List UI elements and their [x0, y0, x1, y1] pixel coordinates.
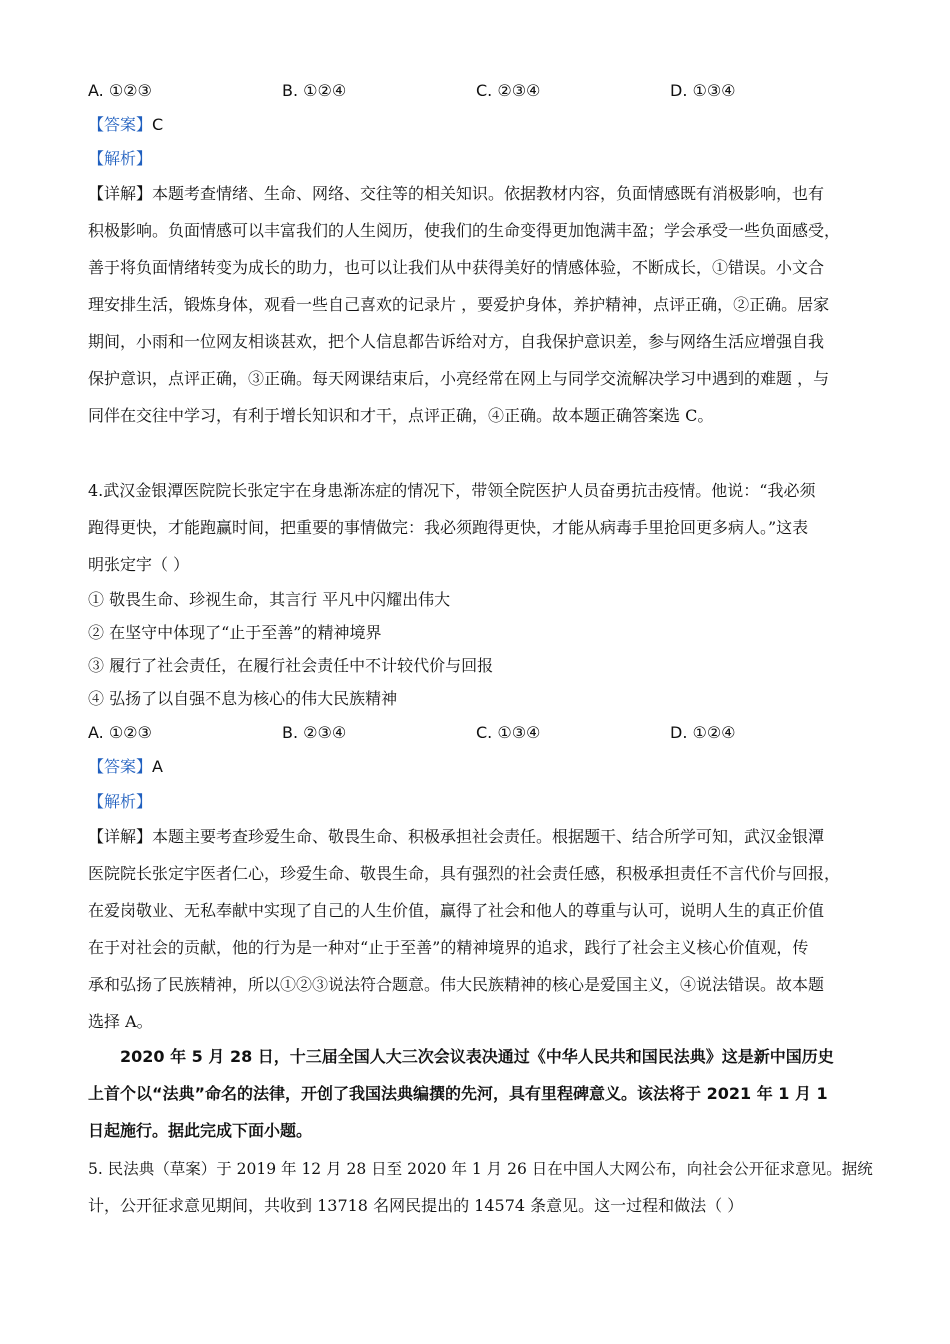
q4-stem-line: 4.武汉金银潭医院院长张定宇在身患渐冻症的情况下，带领全院医护人员奋勇抗击疫情。他说：“我必须: [88, 481, 816, 500]
detail-tag: 【详解】: [88, 184, 153, 203]
answer-tag: 【答案】: [88, 115, 153, 134]
answer-value: C: [152, 115, 164, 134]
q4-analysis-tag: 【解析】: [88, 792, 153, 811]
answer-tag: 【答案】: [88, 757, 153, 776]
q4-detail-line: 医院院长张定宇医者仁心，珍爱生命、敬畏生命，具有强烈的社会责任感，积极承担责任不言代价与回报，: [88, 864, 841, 883]
q4-answer: [88, 757, 163, 777]
material-line: 2020 年 5 月 28 日，十三届全国人大三次会议表决通过《中华人民共和国民法典》这是新中国历史: [120, 1047, 834, 1066]
q3-option-a: A. ①②③: [88, 81, 152, 100]
q4-option-d: D. ①②④: [670, 723, 736, 742]
q3-detail-line: 善于将负面情绪转变为成长的助力，也可以让我们从中获得美好的情感体验，不断成长，①错误。小文合: [88, 258, 825, 277]
q4-option-a: A. ①②③: [88, 723, 152, 742]
q3-detail-line: 积极影响。负面情感可以丰富我们的人生阅历，使我们的生命变得更加饱满丰盈；学会承受一些负面感受，: [88, 221, 841, 240]
q4-detail-line: 在于对社会的贡献，他的行为是一种对“止于至善”的精神境界的追求，践行了社会主义核心价值观，传: [88, 938, 809, 957]
q3-detail-line: 同伴在交往中学习，有利于增长知识和才干，点评正确，④正确。故本题正确答案选 C。: [88, 406, 714, 425]
q4-detail-line: 选择 A。: [88, 1012, 153, 1031]
q5-stem-line: 计，公开征求意见期间，共收到 13718 名网民提出的 14574 条意见。这一过程和做法（ ）: [88, 1196, 744, 1215]
material-line: 上首个以“法典”命名的法律，开创了我国法典编撰的先河，具有里程碑意义。该法将于 2021 年 1 月 1: [88, 1084, 828, 1103]
q4-statement-2: ② 在坚守中体现了“止于至善”的精神境界: [88, 623, 382, 642]
q3-option-b: B. ①②④: [282, 81, 347, 100]
q3-detail-line: 保护意识，点评正确，③正确。每天网课结束后，小亮经常在网上与同学交流解决学习中遇到的难题 ，与: [88, 369, 830, 388]
q4-option-b: B. ②③④: [282, 723, 347, 742]
q3-answer: [88, 115, 163, 135]
q3-detail-line: 【详解】本题考查情绪、生命、网络、交往等的相关知识。依据教材内容，负面情感既有消极影响，也有: [88, 184, 825, 203]
q3-analysis-tag: 【解析】: [88, 149, 153, 168]
q3-detail-line: 理安排生活，锻炼身体，观看一些自己喜欢的记录片 ，要爱护身体，养护精神，点评正确，②正确。居家: [88, 295, 830, 314]
q4-stem-line: 跑得更快，才能跑赢时间，把重要的事情做完：我必须跑得更快，才能从病毒手里抢回更多病人。”这表: [88, 518, 809, 537]
q4-detail-line: 【详解】本题主要考查珍爱生命、敬畏生命、积极承担社会责任。根据题干、结合所学可知，武汉金银潭: [88, 827, 825, 846]
q5-stem-line: 5. 民法典（草案）于 2019 年 12 月 28 日至 2020 年 1 月 26 日在中国人大网公布，向社会公开征求意见。据统: [88, 1160, 873, 1178]
q4-stem-line: 明张定宇（ ）: [88, 555, 190, 574]
q4-statement-3: ③ 履行了社会责任，在履行社会责任中不计较代价与回报: [88, 656, 494, 675]
q3-option-d: D. ①③④: [670, 81, 736, 100]
q4-option-c: C. ①③④: [476, 723, 541, 742]
q4-detail-line: 承和弘扬了民族精神，所以①②③说法符合题意。伟大民族精神的核心是爱国主义，④说法错误。故本题: [88, 975, 825, 994]
material-line: 日起施行。据此完成下面小题。: [88, 1121, 313, 1140]
detail-tag: 【详解】: [88, 827, 153, 846]
q4-detail-line: 在爱岗敬业、无私奉献中实现了自己的人生价值，赢得了社会和他人的尊重与认可，说明人生的真正价值: [88, 901, 825, 920]
q4-statement-4: ④ 弘扬了以自强不息为核心的伟大民族精神: [88, 689, 398, 708]
q3-option-c: C. ②③④: [476, 81, 541, 100]
answer-value: A: [152, 757, 163, 776]
q4-statement-1: ① 敬畏生命、珍视生命，其言行 平凡中闪耀出伟大: [88, 590, 451, 609]
q3-detail-line: 期间，小雨和一位网友相谈甚欢，把个人信息都告诉给对方，自我保护意识差，参与网络生活应增强自我: [88, 332, 825, 351]
